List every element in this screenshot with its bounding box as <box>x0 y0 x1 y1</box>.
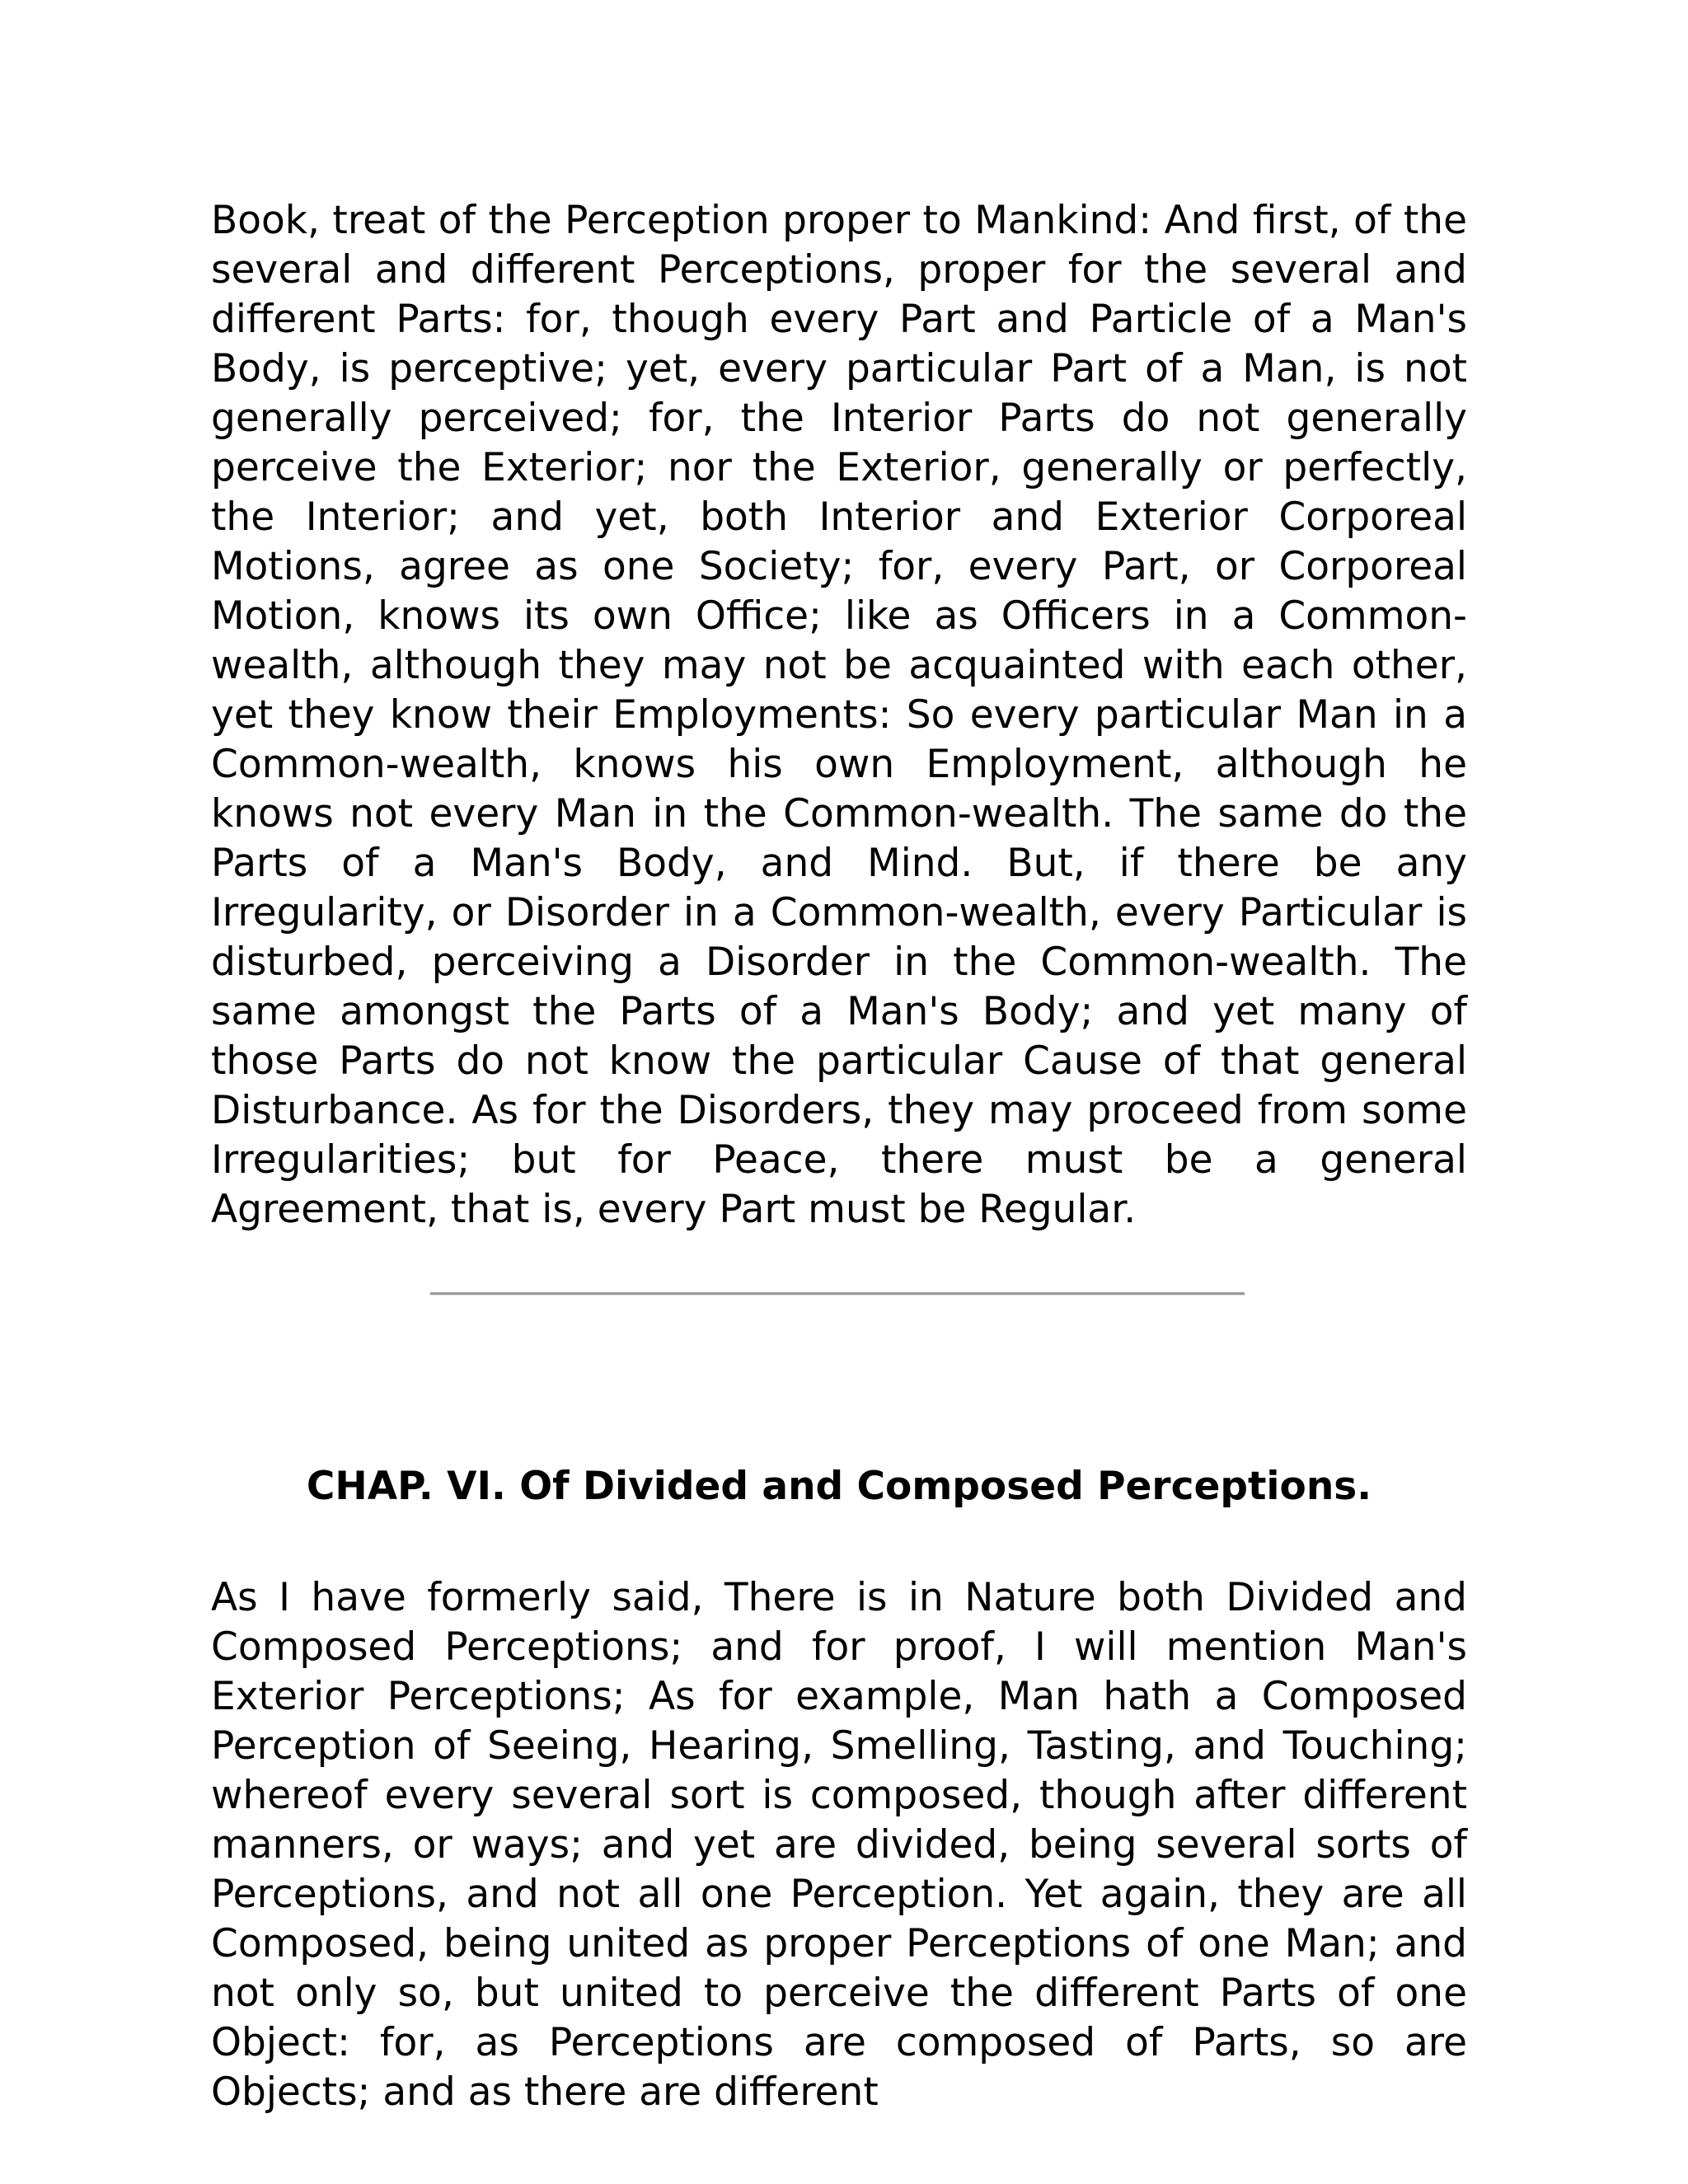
document-page <box>211 196 1467 2117</box>
paragraph-2: As I have formerly said, There is in Nature both Divided and Composed Perceptions; and for proof, I will mention Man's Exterior Perceptions; As for example, Man hath a Composed Perception of Seeing, Hearing, Smelling, Tasting, and Touching; whereof every several sort is composed, though after different manners, or ways; and yet are divided, being several sorts of Perceptions, and not all one Perception. Yet again, they are all Composed, being united as proper Perceptions of one Man; and not only so, but united to perceive the different Parts of one Object: for, as Perceptions are composed of Parts, so are Objects; and as there are different <box>211 1575 1467 2115</box>
paragraph-1: Book, treat of the Perception proper to Mankind: And first, of the several and different Perceptions, proper for the several and different Parts: for, though every Part and Particle of a Man's Body, is perceptive; yet, every particular Part of a Man, is not generally perceived; for, the Interior Parts do not generally perceive the Exterior; nor the Exterior, generally or perfectly, the Interior; and yet, both Interior and Exterior Corporeal Motions, agree as one Society; for, every Part, or Corporeal Motion, knows its own Office; like as Officers in a Common-wealth, although they may not be acquainted with each other, yet they know their Employments: So every particular Man in a Common-wealth, knows his own Employment, although he knows not every Man in the Common-wealth. The same do the Parts of a Man's Body, and Mind. But, if there be any Irregularity, or Disorder in a Common-wealth, every Particular is disturbed, perceiving a Disorder in the Common-wealth. The same amongst the Parts of a Man's Body; and yet many of those Parts do not know the particular Cause of that general Disturbance. As for the Disorders, they may proceed from some Irregularities; but for Peace, there must be a general Agreement, that is, every Part must be Regular. <box>211 198 1467 1232</box>
horizontal-rule <box>430 1292 1245 1296</box>
section-divider <box>211 1235 1467 1462</box>
chapter-title: CHAP. VI. Of Divided and Composed Perceptions. <box>306 1464 1372 1509</box>
